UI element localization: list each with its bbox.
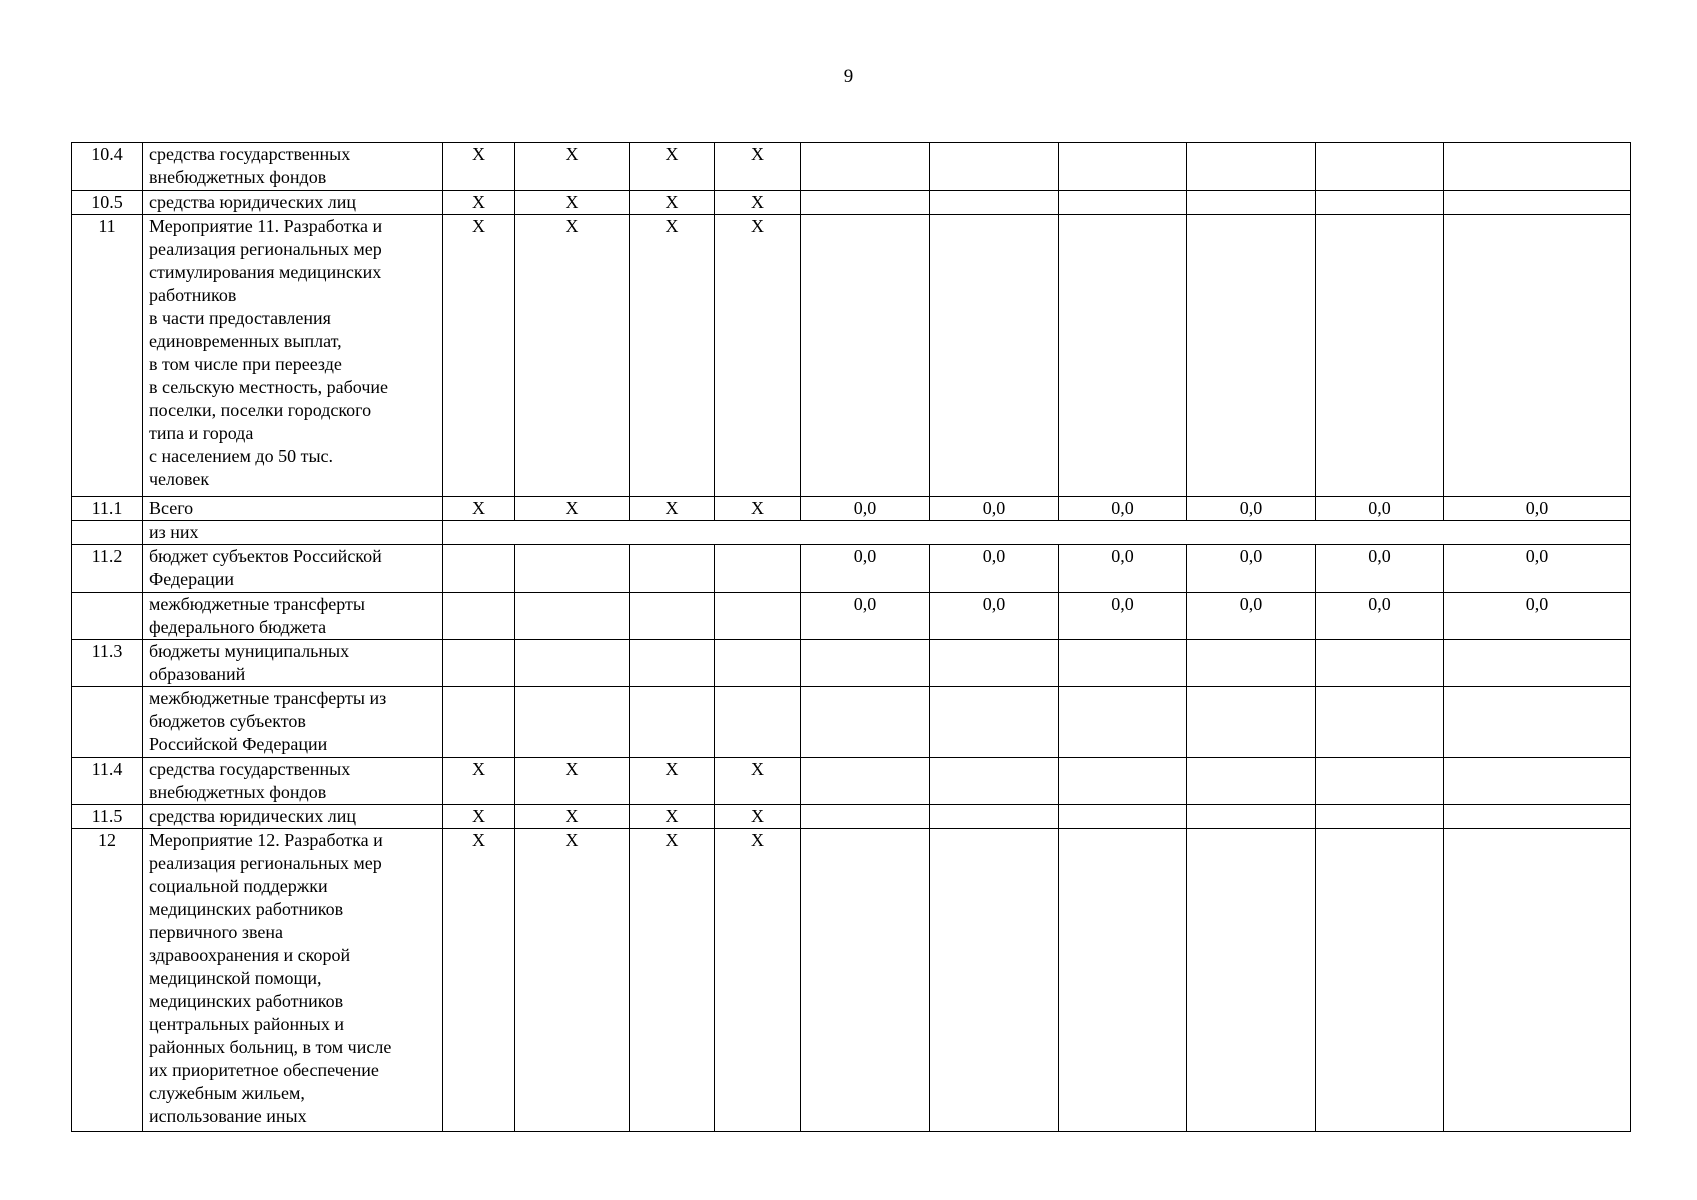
value-cell xyxy=(801,805,930,829)
table-row xyxy=(72,640,1631,687)
x-mark: X xyxy=(515,215,630,497)
empty-cell xyxy=(630,640,715,687)
value-cell xyxy=(1444,758,1631,805)
value-cell xyxy=(801,191,930,215)
value-cell xyxy=(1059,758,1187,805)
value-cell: 0,0 xyxy=(1444,545,1631,593)
empty-cell xyxy=(715,640,801,687)
row-number: 11.2 xyxy=(72,545,143,593)
value-cell xyxy=(1316,191,1444,215)
table-row xyxy=(72,215,1631,497)
value-cell xyxy=(801,215,930,497)
value-cell xyxy=(1316,143,1444,191)
row-number: 10.4 xyxy=(72,143,143,191)
x-mark: X xyxy=(515,143,630,191)
row-label: средства государственных внебюджетных фондов xyxy=(143,143,443,191)
value-cell: 0,0 xyxy=(1316,545,1444,593)
row-label: бюджеты муниципальных образований xyxy=(143,640,443,687)
row-number xyxy=(72,521,143,545)
x-mark: X xyxy=(443,497,515,521)
value-cell xyxy=(930,829,1059,1132)
value-cell xyxy=(1187,805,1316,829)
empty-cell xyxy=(515,687,630,758)
row-label: межбюджетные трансферты из бюджетов субъектов Российской Федерации xyxy=(143,687,443,758)
x-mark: X xyxy=(630,758,715,805)
row-number: 10.5 xyxy=(72,191,143,215)
empty-cell xyxy=(443,687,515,758)
row-label: бюджет субъектов Российской Федерации xyxy=(143,545,443,593)
row-number xyxy=(72,687,143,758)
value-cell: 0,0 xyxy=(801,497,930,521)
table-row xyxy=(72,805,1631,829)
value-cell xyxy=(1059,805,1187,829)
row-number: 11 xyxy=(72,215,143,497)
value-cell: 0,0 xyxy=(930,593,1059,640)
table-row xyxy=(72,687,1631,758)
x-mark: X xyxy=(515,191,630,215)
row-number: 11.3 xyxy=(72,640,143,687)
x-mark: X xyxy=(443,215,515,497)
row-label: Мероприятие 12. Разработка и реализация региональных мер социальной поддержки медицинских работников первичного звена здравоохранения и скорой медицинской помощи, медицинских работников центральных районных и районных больниц, в том числе их приоритетное обеспечение служебным жильем, использование иных xyxy=(143,829,443,1132)
value-cell: 0,0 xyxy=(801,593,930,640)
value-cell: 0,0 xyxy=(1059,593,1187,640)
value-cell: 0,0 xyxy=(801,545,930,593)
table-row xyxy=(72,545,1631,593)
x-mark: X xyxy=(515,758,630,805)
value-cell xyxy=(1187,215,1316,497)
value-cell xyxy=(1316,640,1444,687)
x-mark: X xyxy=(515,805,630,829)
x-mark: X xyxy=(715,829,801,1132)
row-label: межбюджетные трансферты федерального бюджета xyxy=(143,593,443,640)
value-cell xyxy=(1059,143,1187,191)
x-mark: X xyxy=(715,805,801,829)
value-cell xyxy=(1187,143,1316,191)
value-cell xyxy=(1444,640,1631,687)
value-cell xyxy=(1059,640,1187,687)
x-mark: X xyxy=(715,191,801,215)
empty-cell xyxy=(715,687,801,758)
empty-cell xyxy=(443,545,515,593)
table-row xyxy=(72,521,1631,545)
value-cell xyxy=(1187,191,1316,215)
row-label: средства юридических лиц xyxy=(143,805,443,829)
row-label: средства государственных внебюджетных фондов xyxy=(143,758,443,805)
value-cell: 0,0 xyxy=(1059,497,1187,521)
value-cell xyxy=(1444,143,1631,191)
table-row xyxy=(72,191,1631,215)
value-cell xyxy=(801,143,930,191)
value-cell xyxy=(801,640,930,687)
value-cell: 0,0 xyxy=(1316,593,1444,640)
value-cell xyxy=(930,805,1059,829)
value-cell xyxy=(930,640,1059,687)
empty-cell xyxy=(443,593,515,640)
empty-cell xyxy=(715,545,801,593)
empty-cell xyxy=(630,687,715,758)
value-cell xyxy=(1059,687,1187,758)
empty-cell xyxy=(630,593,715,640)
x-mark: X xyxy=(443,143,515,191)
x-mark: X xyxy=(715,143,801,191)
row-number xyxy=(72,593,143,640)
row-label: Мероприятие 11. Разработка и реализация региональных мер стимулирования медицинских работников в части предоставления единовременных выплат, в том числе при переезде в сельскую местность, рабочие поселки, поселки городского типа и города с населением до 50 тыс. человек xyxy=(143,215,443,497)
row-label: Всего xyxy=(143,497,443,521)
value-cell xyxy=(1059,191,1187,215)
table-row xyxy=(72,829,1631,1132)
value-cell: 0,0 xyxy=(1187,497,1316,521)
x-mark: X xyxy=(515,497,630,521)
table-row xyxy=(72,143,1631,191)
value-cell: 0,0 xyxy=(1444,497,1631,521)
x-mark: X xyxy=(443,805,515,829)
value-cell xyxy=(801,758,930,805)
value-cell xyxy=(1059,829,1187,1132)
value-cell xyxy=(1187,758,1316,805)
value-cell xyxy=(930,687,1059,758)
x-mark: X xyxy=(515,829,630,1132)
value-cell xyxy=(1187,829,1316,1132)
value-cell xyxy=(1444,805,1631,829)
value-cell xyxy=(1316,758,1444,805)
value-cell xyxy=(930,215,1059,497)
value-cell xyxy=(1444,829,1631,1132)
budget-table xyxy=(71,142,1631,1132)
value-cell xyxy=(1187,687,1316,758)
value-cell xyxy=(801,687,930,758)
row-number: 11.5 xyxy=(72,805,143,829)
x-mark: X xyxy=(630,829,715,1132)
value-cell xyxy=(1059,215,1187,497)
x-mark: X xyxy=(630,497,715,521)
empty-cell xyxy=(630,545,715,593)
row-number: 12 xyxy=(72,829,143,1132)
value-cell xyxy=(930,143,1059,191)
empty-cell xyxy=(515,640,630,687)
empty-cell xyxy=(515,545,630,593)
value-cell: 0,0 xyxy=(1187,545,1316,593)
value-cell xyxy=(1444,687,1631,758)
value-cell: 0,0 xyxy=(1187,593,1316,640)
table-row xyxy=(72,497,1631,521)
x-mark: X xyxy=(715,758,801,805)
empty-cell xyxy=(715,593,801,640)
value-cell: 0,0 xyxy=(1444,593,1631,640)
x-mark: X xyxy=(630,143,715,191)
x-mark: X xyxy=(443,758,515,805)
page-number: 9 xyxy=(843,66,854,87)
value-cell: 0,0 xyxy=(930,497,1059,521)
x-mark: X xyxy=(443,829,515,1132)
value-cell xyxy=(1444,215,1631,497)
x-mark: X xyxy=(443,191,515,215)
value-cell xyxy=(930,758,1059,805)
value-cell xyxy=(1444,191,1631,215)
value-cell xyxy=(1316,687,1444,758)
value-cell xyxy=(930,191,1059,215)
x-mark: X xyxy=(715,497,801,521)
table-row xyxy=(72,593,1631,640)
row-number: 11.1 xyxy=(72,497,143,521)
x-mark: X xyxy=(630,215,715,497)
value-cell: 0,0 xyxy=(930,545,1059,593)
value-cell: 0,0 xyxy=(1059,545,1187,593)
row-label: средства юридических лиц xyxy=(143,191,443,215)
row-number: 11.4 xyxy=(72,758,143,805)
x-mark: X xyxy=(630,805,715,829)
empty-cell xyxy=(443,640,515,687)
value-cell xyxy=(1316,215,1444,497)
value-cell: 0,0 xyxy=(1316,497,1444,521)
merged-cell xyxy=(443,521,1631,545)
empty-cell xyxy=(515,593,630,640)
row-label: из них xyxy=(143,521,443,545)
value-cell xyxy=(1187,640,1316,687)
value-cell xyxy=(801,829,930,1132)
value-cell xyxy=(1316,805,1444,829)
x-mark: X xyxy=(715,215,801,497)
table-row xyxy=(72,758,1631,805)
value-cell xyxy=(1316,829,1444,1132)
x-mark: X xyxy=(630,191,715,215)
